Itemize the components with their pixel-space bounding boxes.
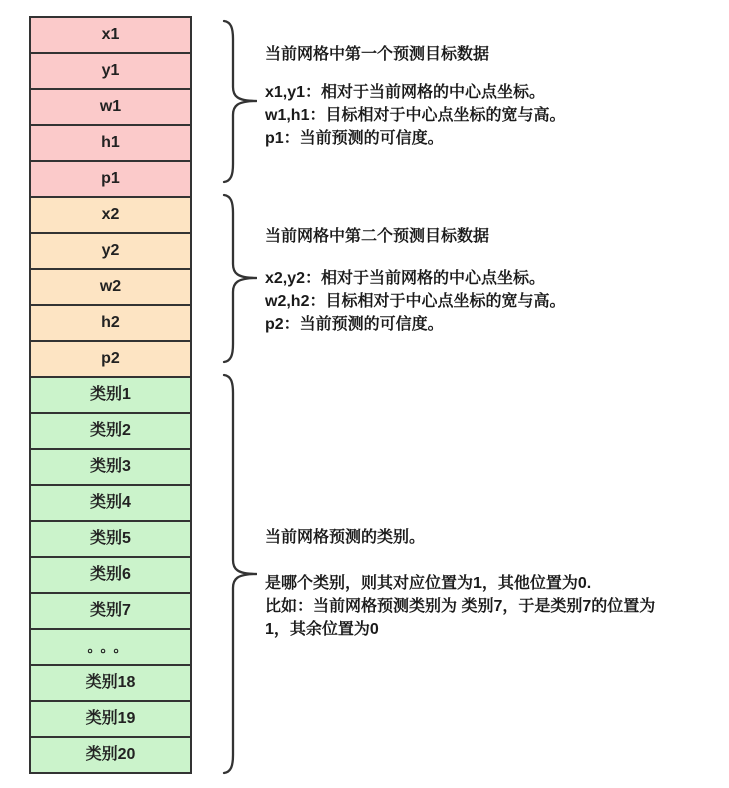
brace-classes-icon [221,373,261,775]
cell-p2: p2 [29,340,192,378]
annotation-classes-line3: 1，其余位置为0 [265,621,379,638]
cell-h2: h2 [29,304,192,342]
cell-class19: 类别19 [29,700,192,738]
annotation-pred2-title: 当前网格中第二个预测目标数据 [265,228,490,245]
cell-x2: x2 [29,196,192,234]
annotation-pred2-line1: x2,y2：相对于当前网格的中心点坐标。 [265,270,546,287]
cell-class2: 类别2 [29,412,192,450]
annotation-pred1-title: 当前网格中第一个预测目标数据 [265,46,490,63]
annotation-pred1-line1: x1,y1：相对于当前网格的中心点坐标。 [265,84,546,101]
cell-class4: 类别4 [29,484,192,522]
brace-pred2-icon [221,193,261,364]
cell-class1: 类别1 [29,376,192,414]
cell-class7: 类别7 [29,592,192,630]
cell-y1: y1 [29,52,192,90]
annotation-pred2-line2: w2,h2：目标相对于中心点坐标的宽与高。 [265,293,566,310]
cell-class18: 类别18 [29,664,192,702]
cell-x1: x1 [29,16,192,54]
cell-ellipsis: 。。。 [29,628,192,666]
annotation-classes-title: 当前网格预测的类别。 [265,529,426,546]
cell-class20: 类别20 [29,736,192,774]
cell-h1: h1 [29,124,192,162]
brace-pred1-icon [221,19,261,184]
cell-class6: 类别6 [29,556,192,594]
annotation-pred1-line2: w1,h1：目标相对于中心点坐标的宽与高。 [265,107,566,124]
cell-w1: w1 [29,88,192,126]
cell-class5: 类别5 [29,520,192,558]
cell-y2: y2 [29,232,192,270]
annotation-pred1 [265,44,725,150]
annotation-pred2-line3: p2：当前预测的可信度。 [265,316,444,333]
annotation-classes-line2: 比如：当前网格预测类别为 类别7，于是类别7的位置为 [265,598,656,615]
annotation-pred2 [265,226,725,336]
annotation-pred1-line3: p1：当前预测的可信度。 [265,130,444,147]
cell-w2: w2 [29,268,192,306]
annotation-classes-line1: 是哪个类别，则其对应位置为1，其他位置为0. [265,575,592,592]
cell-class3: 类别3 [29,448,192,486]
vector-stack [29,16,192,774]
cell-p1: p1 [29,160,192,198]
annotation-classes [265,527,725,641]
